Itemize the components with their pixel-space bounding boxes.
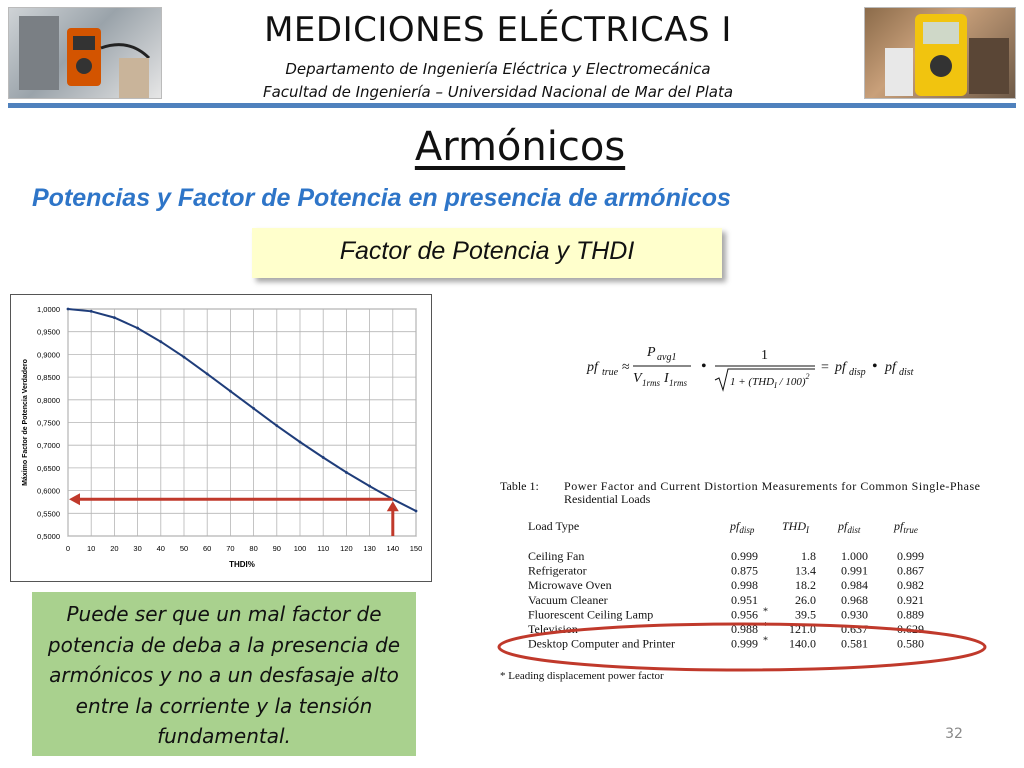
y-tick-label: 1,0000 bbox=[37, 305, 60, 314]
y-tick-label: 0,7000 bbox=[37, 441, 60, 451]
x-tick-label: 110 bbox=[317, 544, 330, 553]
table-header-load: Load Type bbox=[528, 519, 580, 533]
series-point bbox=[67, 308, 70, 311]
table-cell-load: Desktop Computer and Printer bbox=[528, 636, 675, 651]
header-divider bbox=[8, 103, 1016, 108]
formula-lhs: pf bbox=[587, 360, 598, 375]
y-tick-label: 0,5500 bbox=[37, 509, 60, 519]
x-tick-label: 140 bbox=[386, 544, 400, 553]
x-tick-label: 100 bbox=[293, 544, 307, 553]
table-cell-pf-true: 0.580 bbox=[897, 636, 924, 651]
x-tick-label: 0 bbox=[65, 544, 71, 553]
x-tick-label: 30 bbox=[133, 544, 142, 553]
multimeter-photo-right bbox=[864, 7, 1016, 99]
x-tick-label: 20 bbox=[110, 544, 119, 553]
formula-pf-disp-sub: disp bbox=[849, 367, 866, 378]
table-cell-thd: 39.5 bbox=[795, 607, 816, 622]
table-cell-pf-dist: 1.000 bbox=[841, 549, 868, 563]
table-header bbox=[528, 519, 918, 535]
note-text: Puede ser que un mal factor de potencia de deba a la presencia de armónicos y no a un desfasaje alto entre la corriente y la tensión fundamental. bbox=[47, 602, 401, 748]
series-point bbox=[368, 485, 371, 488]
y-tick-label: 0,8000 bbox=[37, 395, 60, 405]
y-axis-label: Máximo Factor de Potencia Verdadero bbox=[22, 359, 29, 486]
x-tick-label: 120 bbox=[340, 544, 353, 553]
formula-lhs-sub: true bbox=[602, 367, 619, 378]
series-point bbox=[252, 407, 255, 410]
chart-grid bbox=[68, 309, 416, 536]
x-tick-label: 10 bbox=[87, 544, 96, 553]
table-cell-thd: 26.0 bbox=[795, 592, 816, 607]
table-cell-pf-disp: 0.956 bbox=[731, 607, 758, 622]
formula-dot-2: • bbox=[872, 358, 878, 375]
formula-one: 1 bbox=[761, 348, 768, 363]
multimeter-photo-right-image bbox=[865, 8, 1015, 98]
formula-equals: = bbox=[821, 360, 829, 375]
formula-num1: P bbox=[647, 345, 656, 360]
table-cell-pf-true: 0.867 bbox=[897, 563, 924, 578]
topic-box-label: Factor de Potencia y THDI bbox=[339, 237, 635, 265]
series-point bbox=[183, 356, 186, 359]
formula-den1-b-sub: 1rms bbox=[669, 378, 688, 388]
table-cell-star: * bbox=[763, 635, 768, 647]
table-header-pf-disp: $pf_{disp}$ bbox=[730, 519, 755, 535]
formula-pf-disp: pf bbox=[835, 360, 846, 375]
table-cell-pf-true: 0.921 bbox=[897, 592, 924, 607]
table-cell-thd: 13.4 bbox=[795, 563, 816, 578]
series-point bbox=[206, 373, 209, 376]
multimeter-photo-left bbox=[8, 7, 162, 99]
table-cell-pf-true: 0.629 bbox=[897, 622, 924, 636]
table-cell-star: * bbox=[763, 621, 768, 632]
y-tick-label: 0,6000 bbox=[37, 486, 60, 496]
slide-subtitle: Potencias y Factor de Potencia en presencia de armónicos bbox=[32, 184, 731, 212]
formula-den1-a-sub: 1rms bbox=[642, 378, 661, 388]
table-cell-thd: 140.0 bbox=[789, 636, 816, 651]
table-cell-pf-disp: 0.988 bbox=[731, 622, 758, 636]
y-tick-label: 0,6500 bbox=[37, 463, 60, 473]
x-tick-label: 130 bbox=[363, 544, 376, 553]
series-point bbox=[345, 471, 348, 474]
table-cell-pf-dist: 0.930 bbox=[841, 607, 868, 622]
highlight-ellipse-layer bbox=[496, 620, 992, 680]
table-cell-thd: 121.0 bbox=[789, 622, 816, 636]
x-tick-label: 80 bbox=[249, 544, 258, 553]
table-cell-pf-dist: 0.991 bbox=[841, 563, 868, 578]
table-cell-pf-dist: 0.984 bbox=[841, 578, 868, 593]
department-name: Departamento de Ingeniería Eléctrica y Electromecánica bbox=[285, 60, 711, 78]
table-header-pf-true: $pf_{true}$ bbox=[894, 519, 918, 535]
x-tick-label: 70 bbox=[226, 544, 235, 553]
formula-den1-a: V bbox=[633, 371, 642, 386]
table-cell-pf-disp: 0.999 bbox=[731, 636, 758, 651]
table-header-thd: $THD_I$ bbox=[782, 519, 810, 535]
slide-title: Armónicos bbox=[414, 124, 626, 170]
table-cell-pf-disp: 0.999 bbox=[731, 549, 758, 563]
faculty-name: Facultad de Ingeniería – Universidad Nacional de Mar del Plata bbox=[262, 83, 734, 101]
power-factor-formula bbox=[583, 340, 923, 396]
table-cell-pf-true: 0.982 bbox=[897, 578, 924, 593]
multimeter-photo-left-image bbox=[9, 8, 161, 98]
course-title: MEDICIONES ELÉCTRICAS I bbox=[264, 10, 732, 50]
table-cell-pf-dist: 0.637 bbox=[841, 622, 868, 636]
table-cell-pf-true: 0.999 bbox=[897, 549, 924, 563]
table-cell-star: * bbox=[763, 606, 768, 618]
table-cell-load: Television bbox=[528, 622, 578, 636]
formula-num1-sub: avg1 bbox=[657, 352, 677, 363]
table-cell-load: Microwave Oven bbox=[528, 578, 612, 593]
x-tick-label: 150 bbox=[409, 544, 423, 553]
y-tick-label: 0,9500 bbox=[37, 327, 60, 337]
table-header-pf-dist: $pf_{dist}$ bbox=[838, 519, 861, 535]
table-caption-line-2: Residential Loads bbox=[564, 492, 651, 506]
x-axis-label: THDI% bbox=[229, 560, 255, 569]
table-cell-thd: 18.2 bbox=[795, 578, 816, 593]
formula-pf-dist-sub: dist bbox=[899, 367, 914, 378]
table-label: Table 1: bbox=[500, 479, 539, 493]
series-point bbox=[322, 456, 325, 459]
formula-den1-b: I bbox=[664, 371, 669, 386]
series-point bbox=[229, 390, 232, 393]
series-point bbox=[136, 327, 139, 330]
table-cell-pf-disp: 0.875 bbox=[731, 563, 758, 578]
series-point bbox=[90, 310, 93, 313]
formula-den2: $1 + (THD_I / 100)^2$ bbox=[730, 372, 810, 390]
series-point bbox=[275, 424, 278, 427]
y-tick-label: 0,5000 bbox=[37, 532, 60, 541]
thdi-power-factor-chart bbox=[10, 294, 432, 582]
table-caption-line-1: Power Factor and Current Distortion Measurements for Common Single-Phase bbox=[564, 479, 980, 493]
series-point bbox=[113, 316, 116, 319]
series-point bbox=[415, 510, 418, 513]
table-cell-load: Fluorescent Ceiling Lamp bbox=[528, 607, 654, 622]
y-tick-label: 0,9000 bbox=[37, 350, 60, 360]
y-tick-label: 0,8500 bbox=[37, 373, 60, 383]
table-cell-pf-dist: 0.968 bbox=[841, 592, 868, 607]
y-tick-label: 0,7500 bbox=[37, 418, 60, 428]
table-cell-thd: 1.8 bbox=[801, 549, 816, 563]
x-tick-label: 40 bbox=[156, 544, 165, 553]
x-tick-label: 90 bbox=[272, 544, 281, 553]
table-cell-load: Ceiling Fan bbox=[528, 549, 585, 563]
table-cell-load: Vacuum Cleaner bbox=[528, 592, 608, 607]
table-footnote: * Leading displacement power factor bbox=[500, 670, 664, 682]
series-point bbox=[159, 340, 162, 343]
table-cell-pf-disp: 0.998 bbox=[731, 578, 758, 593]
x-tick-label: 60 bbox=[203, 544, 212, 553]
page-number: 32 bbox=[945, 726, 963, 742]
formula-approx: ≈ bbox=[622, 360, 630, 375]
table-cell-pf-dist: 0.581 bbox=[841, 636, 868, 651]
x-tick-label: 50 bbox=[179, 544, 189, 553]
table-cell-load: Refrigerator bbox=[528, 563, 587, 578]
table-cell-pf-true: 0.889 bbox=[897, 607, 924, 622]
series-point bbox=[299, 441, 302, 444]
formula-pf-dist: pf bbox=[885, 360, 896, 375]
table-cell-pf-disp: 0.951 bbox=[731, 592, 758, 607]
formula-dot-1: • bbox=[701, 358, 707, 375]
highlight-ellipse bbox=[499, 624, 985, 670]
